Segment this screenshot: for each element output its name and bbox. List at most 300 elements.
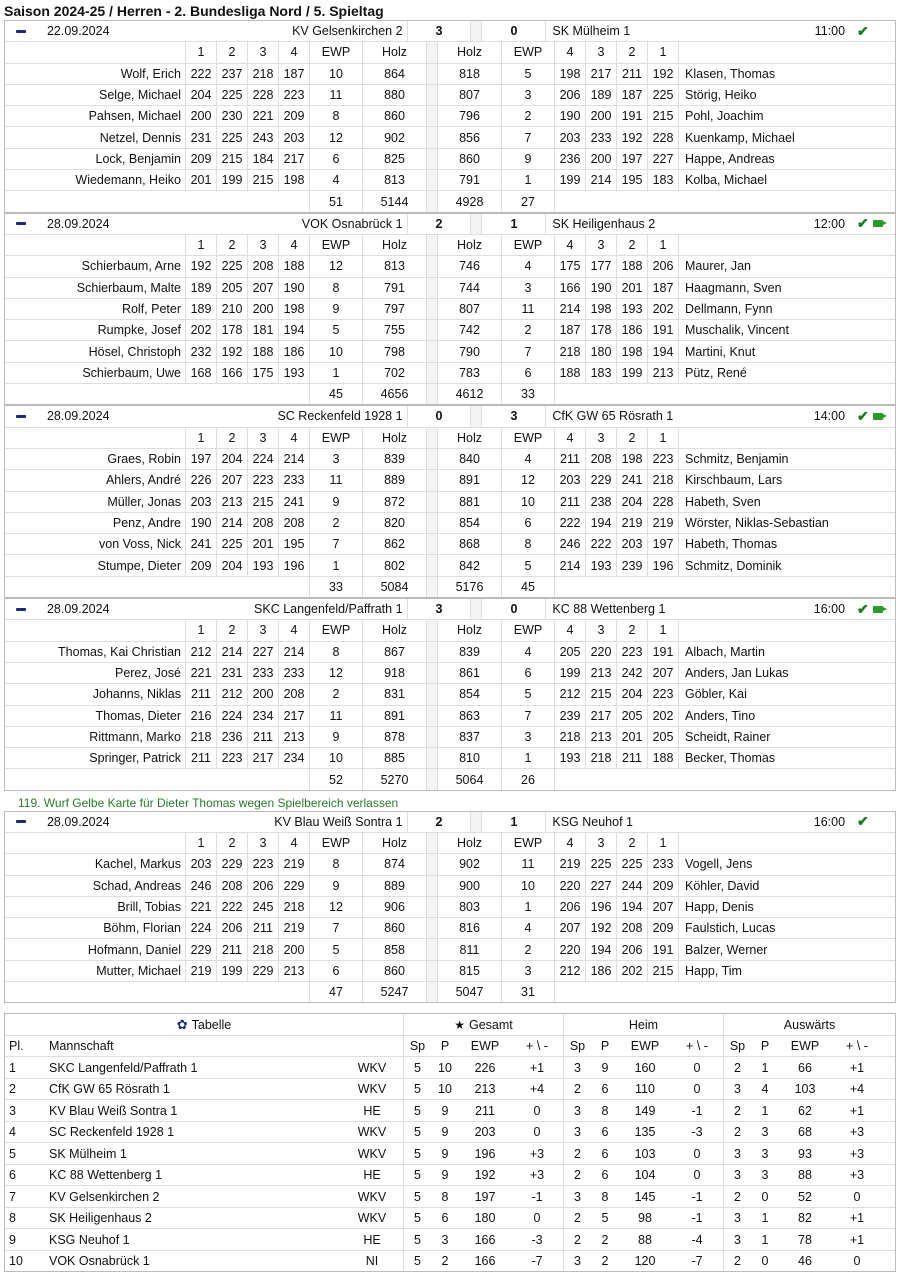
away-team-name[interactable]: CfK GW 65 Rösrath 1 [545,406,789,426]
divider [426,384,437,404]
away-throw-value: 242 [616,663,647,683]
away-player-name[interactable]: Scheidt, Rainer [678,727,895,747]
away-throw-value: 219 [554,854,585,874]
away-player-name[interactable]: Schmitz, Dominik [678,555,895,575]
header-holz: Holz [437,620,501,640]
divider [426,428,437,448]
home-player-name[interactable]: Penz, Andre [112,515,181,530]
home-player-name[interactable]: Schierbaum, Uwe [82,365,181,380]
away-throw-value: 207 [647,663,678,683]
divider [426,555,437,575]
game-date: 22.09.2024 [46,24,110,39]
home-throw-value: 221 [247,106,278,126]
home-throw-value: 196 [278,555,309,575]
home-throw-value: 229 [185,939,216,959]
home-player-name[interactable]: Thomas, Kai Christian [58,644,181,659]
home-player-name[interactable]: Schierbaum, Malte [76,280,181,295]
away-player-name[interactable]: Göbler, Kai [678,684,895,704]
away-player-name[interactable]: Vogell, Jens [678,854,895,874]
away-ewp: 3 [501,278,554,298]
game-header-row [5,812,895,833]
place: 4 [9,1125,16,1140]
home-team-name[interactable]: SC Reckenfeld 1928 1 [277,409,403,424]
home-throw-value: 215 [247,492,278,512]
home-throw-value: 207 [216,470,247,490]
home-throw-value: 200 [247,299,278,319]
away-throw-value: 225 [616,854,647,874]
games-played: 3 [723,1208,751,1229]
home-player-name[interactable]: Brill, Tobias [117,900,181,915]
video-camera-icon[interactable] [873,413,883,420]
video-camera-icon[interactable] [873,606,883,613]
home-throw-value: 166 [216,363,247,383]
away-ewp: 1 [501,170,554,190]
away-throw-value: 213 [585,663,616,683]
games-played: 2 [563,1208,591,1229]
player-row [5,897,895,918]
away-throw-value: 183 [647,170,678,190]
home-holz: 889 [362,876,426,896]
home-ewp: 9 [309,299,362,319]
col-plusminus: + \ - [686,1039,708,1054]
place: 3 [9,1103,16,1118]
col-ewp: EWP [790,1039,820,1054]
away-ewp: 9 [501,149,554,169]
ewp-value: 196 [474,1146,496,1161]
away-throw-value: 220 [554,939,585,959]
table-row [5,1122,895,1144]
header-throw-n1: 1 [185,620,216,640]
home-throw-value: 237 [216,64,247,84]
header-throw-n4: 4 [278,428,309,448]
home-player-name[interactable]: Kachel, Markus [94,857,181,872]
away-player-name[interactable]: Kirschbaum, Lars [678,470,895,490]
totals-spacer [554,577,895,597]
away-throw-value: 187 [554,320,585,340]
home-player-name[interactable]: Lock, Benjamin [95,151,181,166]
away-ewp: 6 [501,363,554,383]
plus-minus: 0 [693,1082,701,1097]
plus-minus: 0 [693,1168,701,1183]
away-player-name[interactable]: Pohl, Joachim [678,106,895,126]
player-row [5,256,895,277]
home-player-name[interactable]: von Voss, Nick [99,537,181,552]
away-throw-value: 186 [616,320,647,340]
away-throw-value: 211 [554,492,585,512]
divider [426,769,437,789]
away-player-name[interactable]: Albach, Martin [678,642,895,662]
place: 6 [9,1168,16,1183]
home-throw-value: 217 [278,706,309,726]
home-ewp: 7 [309,918,362,938]
home-player-name[interactable]: Müller, Jonas [107,494,181,509]
points: 9 [601,1060,609,1075]
header-throw-n2: 2 [616,235,647,255]
away-throw-value: 198 [554,64,585,84]
away-ewp: 4 [501,642,554,662]
home-ewp: 6 [309,149,362,169]
home-throw-value: 208 [247,256,278,276]
divider [426,256,437,276]
away-player-name[interactable]: Dellmann, Fynn [678,299,895,319]
team-name[interactable]: SK Heiligenhaus 2 [49,1211,152,1226]
home-player-name[interactable]: Mutter, Michael [96,963,181,978]
home-throw-value: 211 [185,684,216,704]
ewp-value: 160 [634,1060,656,1075]
header-throw-n4: 4 [278,42,309,62]
home-throw-value: 213 [278,961,309,981]
game-date: 28.09.2024 [46,409,110,424]
away-player-name[interactable]: Martini, Knut [678,341,895,361]
away-player-name[interactable]: Köhler, David [678,876,895,896]
team-name[interactable]: KC 88 Wettenberg 1 [49,1168,163,1183]
away-throw-value: 207 [647,897,678,917]
away-holz: 868 [437,534,501,554]
video-camera-icon[interactable] [873,220,883,227]
home-throw-value: 233 [278,470,309,490]
home-throw-value: 184 [247,149,278,169]
divider [426,106,437,126]
away-throw-value: 190 [585,278,616,298]
home-throw-value: 210 [216,299,247,319]
home-player-name[interactable]: Stumpe, Dieter [97,558,181,573]
away-score: 1 [481,214,545,234]
home-throw-value: 206 [247,876,278,896]
away-player-name[interactable]: Haagmann, Sven [678,278,895,298]
points: 4 [761,1082,769,1097]
totals-spacer [554,982,895,1002]
place: 10 [9,1254,23,1269]
player-row [5,748,895,769]
table-row [5,1079,895,1101]
totals-row [5,191,895,211]
home-player-name[interactable]: Johanns, Niklas [92,687,181,702]
home-throw-value: 188 [278,256,309,276]
plus-minus: +1 [849,1060,865,1075]
points: 3 [761,1146,769,1161]
home-player-name[interactable]: Perez, José [114,666,181,681]
home-holz: 885 [362,748,426,768]
away-throw-value: 218 [554,727,585,747]
plus-minus: +1 [849,1232,865,1247]
away-player-name[interactable]: Schmitz, Benjamin [678,449,895,469]
totals-row [5,982,895,1002]
away-throw-value: 187 [647,278,678,298]
home-player-name[interactable]: Thomas, Dieter [95,708,181,723]
away-holz: 881 [437,492,501,512]
away-player-name[interactable]: Klasen, Thomas [678,64,895,84]
home-player-name[interactable]: Rittmann, Marko [89,729,181,744]
away-team-name[interactable]: KC 88 Wettenberg 1 [545,599,789,619]
team-name[interactable]: KV Blau Weiß Sontra 1 [49,1103,178,1118]
col-sp: Sp [403,1036,431,1057]
home-player-name[interactable]: Netzel, Dennis [99,130,181,145]
game-header-row [5,214,895,235]
totals-spacer [5,384,309,404]
away-holz: 791 [437,170,501,190]
divider [426,577,437,597]
home-holz: 831 [362,684,426,704]
away-player-name[interactable]: Störig, Heiko [678,85,895,105]
away-throw-value: 222 [585,534,616,554]
home-total-holz: 5247 [362,982,426,1002]
home-throw-value: 203 [185,492,216,512]
home-holz: 858 [362,939,426,959]
games-played: 5 [403,1143,431,1164]
points: 3 [761,1125,769,1140]
away-throw-value: 215 [647,961,678,981]
away-throw-value: 218 [647,470,678,490]
away-throw-value: 201 [616,727,647,747]
games-played: 2 [723,1186,751,1207]
away-throw-value: 199 [554,663,585,683]
home-throw-value: 233 [278,663,309,683]
divider [426,149,437,169]
home-throw-value: 190 [278,278,309,298]
home-player-name[interactable]: Rumpke, Josef [97,323,181,338]
home-throw-value: 228 [247,85,278,105]
away-player-name[interactable]: Balzer, Werner [678,939,895,959]
home-throw-value: 224 [247,449,278,469]
ewp-value: 110 [635,1082,655,1097]
header-spacer [678,620,895,640]
home-ewp: 9 [309,876,362,896]
away-ewp: 11 [501,299,554,319]
collapse-toggle[interactable] [5,599,37,619]
away-player-name[interactable]: Habeth, Thomas [678,534,895,554]
home-throw-value: 211 [247,727,278,747]
divider [426,235,437,255]
away-holz: 807 [437,85,501,105]
games-played: 5 [403,1186,431,1207]
home-ewp: 6 [309,961,362,981]
home-holz: 902 [362,127,426,147]
header-spacer [678,42,895,62]
away-player-name[interactable]: Muschalik, Vincent [678,320,895,340]
home-ewp: 8 [309,642,362,662]
header-throw-n1: 1 [185,42,216,62]
points: 9 [441,1125,449,1140]
game-status [849,812,895,832]
away-player-name[interactable]: Happ, Tim [678,961,895,981]
plus-minus: +3 [529,1168,545,1183]
totals-row [5,384,895,404]
away-throw-value: 188 [554,363,585,383]
collapse-toggle[interactable] [5,214,37,234]
home-player-name[interactable]: Böhm, Florian [103,921,181,936]
heim-header: Heim [563,1014,723,1035]
away-score: 3 [481,406,545,426]
home-player-name[interactable]: Schierbaum, Arne [81,259,181,274]
team-name[interactable]: CfK GW 65 Rösrath 1 [49,1082,170,1097]
home-ewp: 12 [309,897,362,917]
home-player-name[interactable]: Pahsen, Michael [88,109,181,124]
collapse-toggle[interactable] [5,812,37,832]
away-throw-value: 183 [585,363,616,383]
away-team-name[interactable]: SK Heiligenhaus 2 [545,214,789,234]
home-team-name[interactable]: SKC Langenfeld/Paffrath 1 [254,602,403,617]
header-throw-n2: 2 [216,833,247,853]
away-throw-value: 192 [616,127,647,147]
divider [426,706,437,726]
home-throw-value: 209 [185,555,216,575]
away-player-name[interactable]: Habeth, Sven [678,492,895,512]
points: 2 [441,1254,449,1269]
home-throw-value: 221 [185,897,216,917]
home-throw-value: 201 [247,534,278,554]
team-verband: WKV [357,1189,387,1204]
away-player-name[interactable]: Happ, Denis [678,897,895,917]
away-throw-value: 229 [585,470,616,490]
home-throw-value: 211 [247,918,278,938]
away-total-holz: 4612 [437,384,501,404]
home-player-name[interactable]: Wiedemann, Heiko [75,173,181,188]
away-player-name[interactable]: Happe, Andreas [678,149,895,169]
home-throw-value: 213 [216,492,247,512]
home-player-name[interactable]: Wolf, Erich [120,66,181,81]
divider [426,663,437,683]
team-name[interactable]: KV Gelsenkirchen 2 [49,1189,160,1204]
away-holz: 842 [437,555,501,575]
player-row [5,961,895,982]
home-player-name[interactable]: Springer, Patrick [89,751,181,766]
away-throw-value: 227 [585,876,616,896]
divider [426,620,437,640]
team-verband: WKV [357,1082,387,1097]
games-played: 3 [723,1165,751,1186]
away-player-name[interactable]: Becker, Thomas [678,748,895,768]
away-player-name[interactable]: Wörster, Niklas-Sebastian [678,513,895,533]
check-icon: ✔ [857,22,869,39]
away-player-name[interactable]: Maurer, Jan [678,256,895,276]
team-verband: HE [363,1232,381,1247]
away-throw-value: 188 [647,748,678,768]
home-holz: 864 [362,64,426,84]
player-row [5,642,895,663]
home-ewp: 2 [309,684,362,704]
home-throw-value: 243 [247,127,278,147]
header-throw-n2: 2 [216,235,247,255]
away-team-name[interactable]: SK Mülheim 1 [545,21,789,41]
home-throw-value: 195 [278,534,309,554]
header-throw-n3: 3 [247,428,278,448]
game-status [849,599,895,619]
away-throw-value: 200 [585,106,616,126]
home-throw-value: 213 [278,727,309,747]
home-team-name[interactable]: KV Gelsenkirchen 2 [292,24,403,39]
game-time: 16:00 [813,814,846,829]
games-container [0,20,900,1003]
player-row [5,876,895,897]
team-name[interactable]: SC Reckenfeld 1928 1 [49,1125,175,1140]
home-score: 3 [407,21,471,41]
home-throw-value: 232 [185,341,216,361]
away-throw-value: 205 [554,642,585,662]
home-player-name[interactable]: Schad, Andreas [92,878,181,893]
home-team-name[interactable]: KV Blau Weiß Sontra 1 [274,814,403,829]
away-ewp: 7 [501,127,554,147]
home-holz: 802 [362,555,426,575]
ewp-value: 166 [474,1232,496,1247]
home-player-name[interactable]: Ahlers, André [105,473,181,488]
away-player-name[interactable]: Anders, Tino [678,706,895,726]
away-throw-value: 239 [554,706,585,726]
points: 6 [601,1168,609,1183]
games-played: 5 [403,1057,431,1078]
home-throw-value: 218 [247,939,278,959]
home-throw-value: 246 [185,876,216,896]
collapse-toggle[interactable] [5,21,37,41]
place: 8 [9,1211,16,1226]
away-player-name[interactable]: Pütz, René [678,363,895,383]
plus-minus: +3 [849,1125,865,1140]
home-team-name[interactable]: VOK Osnabrück 1 [301,216,403,231]
home-throw-value: 223 [247,470,278,490]
away-player-name[interactable]: Kolba, Michael [678,170,895,190]
home-player-name[interactable]: Graes, Robin [107,452,181,467]
away-holz: 807 [437,299,501,319]
plus-minus: +4 [529,1082,545,1097]
home-throw-value: 190 [185,513,216,533]
points: 9 [441,1146,449,1161]
home-throw-value: 224 [216,706,247,726]
points: 6 [601,1125,609,1140]
team-name[interactable]: KSG Neuhof 1 [49,1232,130,1247]
collapse-toggle[interactable] [5,406,37,426]
away-player-name[interactable]: Kuenkamp, Michael [678,127,895,147]
points: 8 [441,1189,449,1204]
game-block [4,20,896,213]
divider [426,278,437,298]
gesamt-header [403,1014,563,1035]
home-player-name[interactable]: Hösel, Christoph [88,344,181,359]
team-name[interactable]: SKC Langenfeld/Paffrath 1 [49,1060,198,1075]
away-player-name[interactable]: Faulstich, Lucas [678,918,895,938]
away-player-name[interactable]: Anders, Jan Lukas [678,663,895,683]
game-status [849,406,895,426]
away-throw-value: 178 [585,320,616,340]
home-throw-value: 212 [216,684,247,704]
header-throw-n2: 2 [616,620,647,640]
divider [426,854,437,874]
team-name[interactable]: SK Mülheim 1 [49,1146,127,1161]
games-played: 5 [403,1079,431,1100]
team-name[interactable]: VOK Osnabrück 1 [49,1254,150,1269]
home-ewp: 5 [309,939,362,959]
ewp-value: 120 [634,1254,656,1269]
ewp-value: 213 [474,1082,496,1097]
away-total-ewp: 27 [501,191,554,211]
away-throw-value: 203 [616,534,647,554]
team-verband: HE [363,1168,381,1183]
header-ewp: EWP [309,235,362,255]
home-throw-value: 225 [216,256,247,276]
table-column-header [5,1036,895,1058]
star-icon: ★ [454,1017,465,1032]
home-player-name[interactable]: Rolf, Peter [121,302,181,316]
away-team-name[interactable]: KSG Neuhof 1 [545,812,789,832]
header-throw-n4: 4 [554,428,585,448]
table-row [5,1251,895,1272]
games-played: 5 [403,1251,431,1272]
game-block [4,811,896,1004]
home-ewp: 12 [309,127,362,147]
home-player-name[interactable]: Hofmann, Daniel [87,942,181,957]
game-header-row [5,599,895,620]
home-total-ewp: 52 [309,769,362,789]
gear-icon: ✿ [176,1016,188,1032]
home-player-name[interactable]: Selge, Michael [99,88,181,103]
